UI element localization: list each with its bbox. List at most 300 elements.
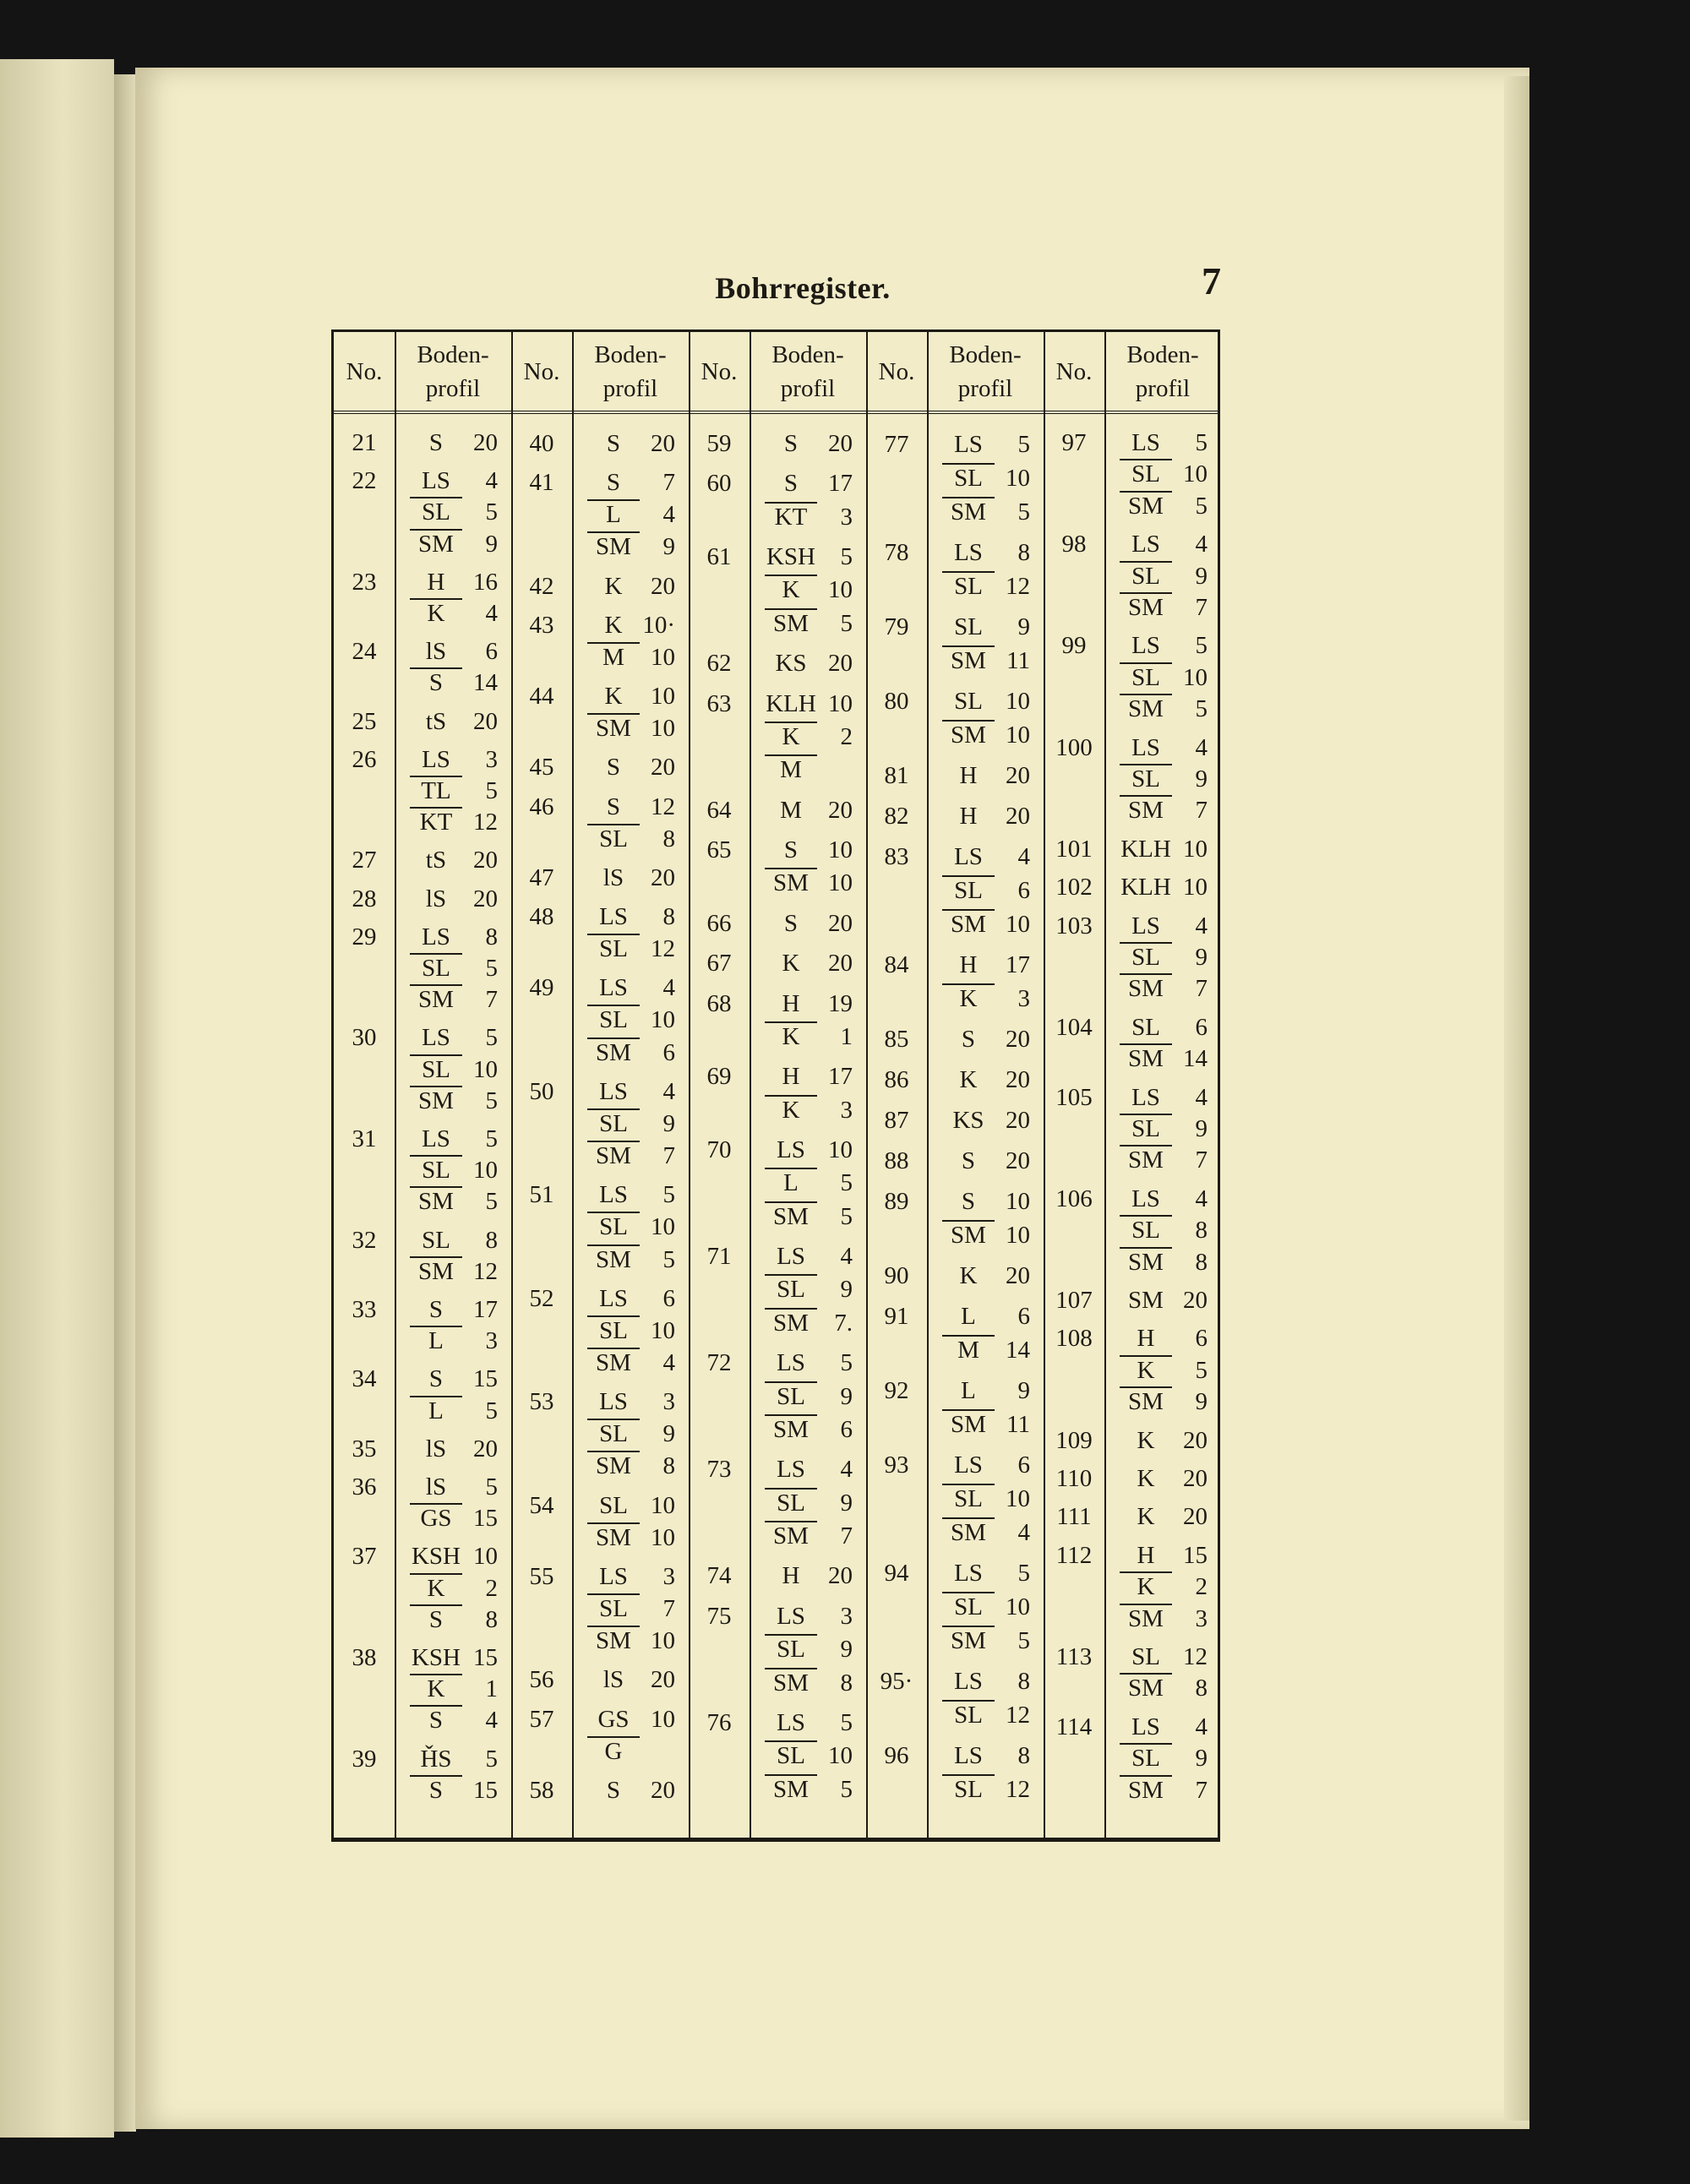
entry-number: 22 (352, 467, 377, 495)
header-profile-line-2: profil (1135, 374, 1191, 402)
entry-number: 81 (884, 762, 909, 789)
profile-layer (1120, 872, 1211, 903)
layer-symbol: LS (599, 1284, 628, 1312)
layer-symbol: SL (942, 463, 995, 492)
layer-symbol: lS (425, 638, 447, 666)
layer-symbol: SM (587, 1244, 640, 1273)
layer-symbol: SM (1120, 1673, 1172, 1702)
layer-symbol: SL (410, 953, 462, 982)
layer-symbol: L (961, 1377, 976, 1404)
layer-symbol: LS (1131, 1083, 1160, 1111)
layer-thickness: 15 (473, 1776, 498, 1804)
layer-thickness: 11 (1006, 647, 1030, 674)
profile-layer (587, 1244, 679, 1276)
profile-layer (1120, 592, 1211, 624)
layer-symbol: LS (954, 843, 983, 870)
layer-symbol: LS (422, 467, 450, 495)
profile-layer (1120, 1043, 1211, 1075)
profile-layer (942, 1144, 1033, 1178)
layer-thickness: 9 (662, 1109, 675, 1137)
entry-number: 80 (884, 688, 909, 715)
profile-layer (587, 1522, 679, 1554)
layer-symbol: L (765, 1168, 817, 1196)
layer-symbol: L (410, 1396, 462, 1424)
layer-thickness: 10 (651, 1213, 675, 1241)
layer-thickness: 4 (662, 974, 675, 1002)
profile-layer (410, 497, 501, 528)
layer-symbol: LS (599, 1388, 628, 1416)
layer-symbol: KSH (411, 1543, 461, 1571)
layer-symbol: lS (425, 1435, 447, 1462)
header-no-label (866, 332, 927, 411)
entry-number: 97 (1061, 429, 1087, 456)
layer-thickness: 20 (1183, 1503, 1208, 1531)
layer-thickness: 7. (834, 1309, 853, 1337)
profile-layer (587, 791, 679, 823)
layer-symbol: K (1120, 1571, 1172, 1600)
layer-thickness: 10 (1183, 835, 1208, 863)
layer-symbol: SM (1120, 694, 1172, 722)
layer-thickness: 5 (1017, 1560, 1030, 1587)
layer-thickness: 9 (840, 1276, 853, 1304)
profile-layer (942, 948, 1033, 982)
profile-layer (1120, 1145, 1211, 1176)
layer-symbol: SM (942, 645, 995, 674)
profile-layer (1120, 694, 1211, 725)
running-title-text: Bohrregister. (715, 271, 891, 305)
entry-number: 112 (1055, 1541, 1093, 1569)
profile-layer (410, 1396, 501, 1427)
profile-layer (765, 1060, 856, 1093)
entry-number: 66 (706, 909, 732, 937)
entry-number: 36 (352, 1473, 377, 1500)
profile-layer (410, 1225, 501, 1256)
profile-layer (410, 1086, 501, 1117)
profile-layer (765, 541, 856, 574)
layer-thickness: 5 (485, 498, 498, 526)
layer-symbol: S (410, 667, 462, 696)
entry-number: 23 (352, 568, 377, 596)
profile-layer (1120, 1501, 1211, 1533)
layer-symbol: SL (410, 1155, 462, 1184)
layer-thickness: 4 (662, 1077, 675, 1105)
entry-number: 53 (529, 1388, 554, 1416)
layer-thickness: 10 (1183, 663, 1208, 691)
profile-layer (765, 1487, 856, 1520)
layer-thickness: 10 (473, 1543, 498, 1571)
entry-number: 21 (352, 429, 377, 456)
layer-symbol: SL (942, 1484, 995, 1512)
profile-layer (1120, 630, 1211, 662)
running-title (0, 270, 1690, 306)
layer-thickness: 20 (473, 847, 498, 874)
layer-thickness: 12 (1183, 1643, 1208, 1670)
layer-symbol: SM (942, 1409, 995, 1438)
layer-symbol: lS (602, 1666, 624, 1694)
profile-layer (765, 1094, 856, 1127)
profile-layer (1120, 1184, 1211, 1215)
layer-symbol: S (428, 1365, 444, 1393)
layer-symbol: K (1120, 1355, 1172, 1384)
profile-layer (942, 1739, 1033, 1773)
layer-thickness: 9 (1017, 1377, 1030, 1404)
layer-symbol: SL (587, 1005, 640, 1033)
profile-layer (410, 845, 501, 876)
profile-layer (765, 1773, 856, 1806)
layer-symbol: SM (410, 529, 462, 558)
layer-thickness: 7 (1195, 594, 1208, 621)
entry-number: 41 (529, 469, 554, 497)
layer-symbol: K (765, 1095, 817, 1124)
entry-number: 99 (1061, 632, 1087, 660)
layer-symbol: SL (765, 1634, 817, 1663)
layer-symbol: S (961, 1026, 976, 1053)
layer-symbol: SM (587, 713, 640, 742)
layer-thickness: 4 (485, 600, 498, 627)
layer-symbol: SL (942, 875, 995, 904)
layer-thickness: 5 (840, 1169, 853, 1197)
layer-thickness: 20 (828, 950, 853, 978)
profile-layer (765, 467, 856, 500)
profile-layer (942, 610, 1033, 644)
layer-thickness: 11 (1006, 1411, 1030, 1438)
layer-thickness: 5 (485, 777, 498, 804)
profile-layer (410, 744, 501, 776)
profile-layer (942, 1022, 1033, 1056)
layer-thickness: 5 (1195, 695, 1208, 723)
layer-thickness: 8 (1195, 1675, 1208, 1702)
layer-symbol: K (604, 683, 623, 711)
profile-layer (942, 461, 1033, 495)
layer-thickness: 9 (840, 1382, 853, 1410)
layer-symbol: S (783, 430, 799, 457)
profile-layer (765, 1520, 856, 1553)
layer-symbol: SL (1120, 1743, 1172, 1772)
layer-symbol: S (606, 754, 621, 782)
entry-number: 72 (706, 1349, 732, 1377)
profile-layer (1120, 561, 1211, 592)
page-number: 7 (1202, 259, 1221, 302)
layer-thickness: 4 (1195, 531, 1208, 558)
profile-layer (765, 1707, 856, 1740)
layer-symbol: M (765, 754, 817, 783)
layer-symbol: SL (942, 1774, 995, 1803)
layer-symbol: SM (1120, 1247, 1172, 1276)
header-no-label (689, 332, 750, 411)
profile-layer (1120, 1082, 1211, 1114)
profile-layer (942, 1698, 1033, 1732)
layer-symbol: SM (1120, 491, 1172, 520)
profile-layer (587, 1076, 679, 1108)
layer-thickness: 20 (828, 909, 853, 937)
entry-number: 45 (529, 754, 554, 782)
layer-symbol: K (604, 611, 623, 639)
entry-number: 93 (884, 1451, 909, 1479)
layer-thickness: 9 (840, 1489, 853, 1517)
entry-number: 24 (352, 638, 377, 666)
profile-layer (765, 1600, 856, 1633)
layer-symbol: S (783, 836, 799, 864)
layer-thickness: 20 (1006, 762, 1030, 789)
layer-symbol: lS (425, 1473, 447, 1500)
layer-thickness: 5 (840, 1202, 853, 1230)
column-rule (866, 332, 868, 1838)
profile-layer (587, 1418, 679, 1450)
layer-thickness: 8 (1017, 1742, 1030, 1769)
layer-symbol: SM (587, 1626, 640, 1654)
entry-number: 77 (884, 431, 909, 458)
layer-thickness: 20 (1006, 803, 1030, 830)
layer-thickness: 3 (840, 503, 853, 531)
layer-symbol: S (961, 1188, 976, 1215)
entry-number: 84 (884, 951, 909, 978)
layer-thickness: 4 (485, 1707, 498, 1735)
layer-thickness: 10· (642, 611, 675, 639)
entry-number: 42 (529, 572, 554, 600)
layer-thickness: 5 (485, 1125, 498, 1152)
entry-number: 83 (884, 843, 909, 870)
layer-thickness: 20 (1006, 1107, 1030, 1134)
layer-thickness: 20 (828, 650, 853, 678)
layer-symbol: KSH (411, 1644, 461, 1671)
profile-layer (942, 495, 1033, 529)
profile-layer (1120, 1712, 1211, 1743)
layer-thickness: 5 (840, 1775, 853, 1803)
entry-number: 55 (529, 1562, 554, 1590)
header-profile-line-1: Boden- (771, 340, 844, 368)
layer-symbol: SM (587, 1141, 640, 1169)
profile-layer (1120, 529, 1211, 560)
layer-thickness: 10 (828, 1136, 853, 1163)
profile-layer (587, 466, 679, 498)
profile-layer (765, 794, 856, 827)
layer-symbol: K (604, 572, 623, 600)
profile-layer (942, 840, 1033, 874)
entry-number: 25 (352, 707, 377, 735)
profile-layer (942, 718, 1033, 752)
entry-number: 87 (884, 1107, 909, 1134)
layer-symbol: H (427, 568, 445, 596)
layer-thickness: 5 (485, 1087, 498, 1114)
layer-symbol: SM (765, 1308, 817, 1337)
entry-number: 63 (706, 689, 732, 717)
layer-symbol: KT (765, 502, 817, 531)
layer-symbol: SM (765, 608, 817, 637)
profile-layer (942, 1516, 1033, 1549)
profile-layer (1120, 733, 1211, 764)
layer-thickness: 4 (1195, 1185, 1208, 1212)
layer-symbol: SM (1120, 1775, 1172, 1804)
layer-thickness: 3 (840, 1096, 853, 1124)
layer-thickness: 6 (1017, 1303, 1030, 1330)
header-bodenprofil-label (395, 332, 511, 411)
layer-symbol: SM (765, 1668, 817, 1697)
layer-symbol: SM (765, 1414, 817, 1443)
layer-thickness: 7 (840, 1522, 853, 1550)
profile-layer (410, 1054, 501, 1086)
layer-thickness: 5 (840, 1708, 853, 1736)
layer-thickness: 12 (1006, 1776, 1030, 1803)
layer-thickness: 14 (1183, 1045, 1208, 1073)
layer-symbol: ȞS (420, 1745, 452, 1773)
profile-layer (410, 1705, 501, 1736)
layer-thickness: 12 (1006, 1702, 1030, 1729)
layer-thickness: 5 (1195, 632, 1208, 660)
profile-layer (765, 1240, 856, 1273)
profile-layer (587, 641, 679, 673)
profile-layer (1120, 1743, 1211, 1774)
profile-layer (942, 684, 1033, 718)
profile-layer (765, 907, 856, 940)
profile-layer (942, 982, 1033, 1016)
profile-layer (765, 1021, 856, 1054)
layer-thickness: 9 (1195, 1388, 1208, 1416)
layer-thickness: 9 (662, 533, 675, 561)
layer-symbol: S (606, 792, 621, 820)
entry-number: 43 (529, 611, 554, 639)
profile-layer (410, 428, 501, 459)
layer-thickness: 4 (1017, 1519, 1030, 1546)
layer-symbol: LS (599, 1562, 628, 1590)
layer-symbol: SL (1120, 1114, 1172, 1142)
layer-symbol: S (606, 469, 621, 497)
layer-symbol: SM (587, 531, 640, 560)
layer-thickness: 20 (473, 885, 498, 912)
profile-layer (410, 1541, 501, 1572)
layer-thickness: 7 (662, 469, 675, 497)
layer-symbol: LS (422, 923, 450, 950)
layer-symbol: SM (587, 1348, 640, 1376)
entry-number: 73 (706, 1456, 732, 1484)
layer-symbol: K (1137, 1426, 1155, 1454)
layer-thickness: 8 (662, 903, 675, 930)
layer-symbol: S (783, 909, 799, 937)
entry-number: 107 (1055, 1287, 1093, 1314)
layer-symbol: SL (1131, 1013, 1160, 1041)
layer-symbol: K (410, 1573, 462, 1602)
layer-thickness: 20 (473, 707, 498, 735)
entry-number: 103 (1055, 912, 1093, 940)
layer-thickness: 20 (1006, 1262, 1030, 1289)
entry-number: 114 (1055, 1713, 1093, 1740)
profile-layer (410, 807, 501, 838)
entry-number: 61 (706, 543, 732, 571)
entry-number: 89 (884, 1188, 909, 1215)
layer-thickness: 9 (662, 1420, 675, 1448)
layer-thickness: 17 (473, 1296, 498, 1323)
profile-layer (410, 776, 501, 807)
layer-symbol: K (959, 1262, 978, 1289)
layer-thickness: 12 (1006, 573, 1030, 600)
layer-symbol: S (410, 1604, 462, 1633)
layer-symbol: LS (777, 1456, 805, 1484)
layer-symbol: SM (410, 1186, 462, 1215)
entry-number: 75 (706, 1602, 732, 1630)
entry-number: 104 (1055, 1013, 1093, 1041)
layer-symbol: LS (1131, 1185, 1160, 1212)
layer-thickness: 16 (473, 568, 498, 596)
profile-layer (765, 574, 856, 607)
entry-number: 102 (1055, 874, 1093, 901)
layer-symbol: LS (777, 1349, 805, 1377)
layer-thickness: 4 (840, 1456, 853, 1484)
layer-symbol: LS (599, 1181, 628, 1209)
layer-symbol: K (410, 1674, 462, 1702)
layer-thickness: 7 (662, 1142, 675, 1170)
profile-layer (1120, 459, 1211, 490)
layer-symbol: SL (410, 497, 462, 526)
layer-thickness: 4 (662, 1349, 675, 1376)
layer-thickness: 5 (1195, 1356, 1208, 1384)
layer-thickness: 4 (1195, 733, 1208, 761)
profile-layer (1120, 1355, 1211, 1386)
entry-number: 35 (352, 1435, 377, 1462)
layer-symbol: KSH (766, 543, 815, 571)
layer-symbol: SL (1120, 764, 1172, 792)
layer-symbol: SM (942, 720, 995, 749)
profile-layer (942, 428, 1033, 461)
layer-symbol: SM (942, 1626, 995, 1654)
profile-layer (587, 1664, 679, 1696)
profile-layer (410, 1674, 501, 1705)
profile-layer (942, 1333, 1033, 1367)
layer-symbol: H (959, 762, 978, 789)
layer-thickness: 10 (651, 1006, 675, 1034)
layer-symbol: SL (587, 1315, 640, 1344)
profile-layer (410, 598, 501, 629)
profile-layer (765, 1307, 856, 1340)
profile-layer (1120, 942, 1211, 973)
column-rule (689, 332, 690, 1838)
profile-layer (587, 1211, 679, 1243)
layer-symbol: SL (942, 571, 995, 600)
layer-symbol: K (765, 1021, 817, 1050)
layer-symbol: SM (410, 984, 462, 1013)
profile-layer (587, 1347, 679, 1379)
layer-symbol: LS (422, 745, 450, 773)
entry-number: 62 (706, 650, 732, 678)
profile-layer (942, 1590, 1033, 1624)
entry-number: 34 (352, 1365, 377, 1393)
layer-symbol: SM (942, 497, 995, 526)
layer-symbol: SL (599, 1491, 628, 1519)
profile-layer (587, 498, 679, 531)
entry-number: 54 (529, 1491, 554, 1519)
layer-thickness: 12 (473, 809, 498, 836)
header-profile-line-2: profil (602, 374, 658, 402)
layer-thickness: 5 (840, 1349, 853, 1377)
layer-symbol: LS (1131, 733, 1160, 761)
entry-number: 57 (529, 1705, 554, 1733)
column-rule (750, 332, 751, 1838)
layer-symbol: LS (422, 1125, 450, 1152)
entry-number: 29 (352, 923, 377, 950)
entry-number: 92 (884, 1377, 909, 1404)
layer-thickness: 10 (1006, 1188, 1030, 1215)
layer-thickness: 20 (651, 1666, 675, 1694)
layer-thickness: 20 (651, 430, 675, 457)
layer-symbol: LS (954, 1668, 983, 1695)
profile-layer (410, 1364, 501, 1395)
header-profile-line-2: profil (425, 374, 481, 402)
layer-thickness: 2 (840, 722, 853, 750)
layer-thickness: 10 (651, 1523, 675, 1551)
profile-layer (1120, 662, 1211, 694)
profile-layer (1120, 1604, 1211, 1635)
layer-thickness: 4 (840, 1243, 853, 1271)
layer-symbol: SL (587, 1108, 640, 1137)
column-rule (395, 332, 396, 1838)
